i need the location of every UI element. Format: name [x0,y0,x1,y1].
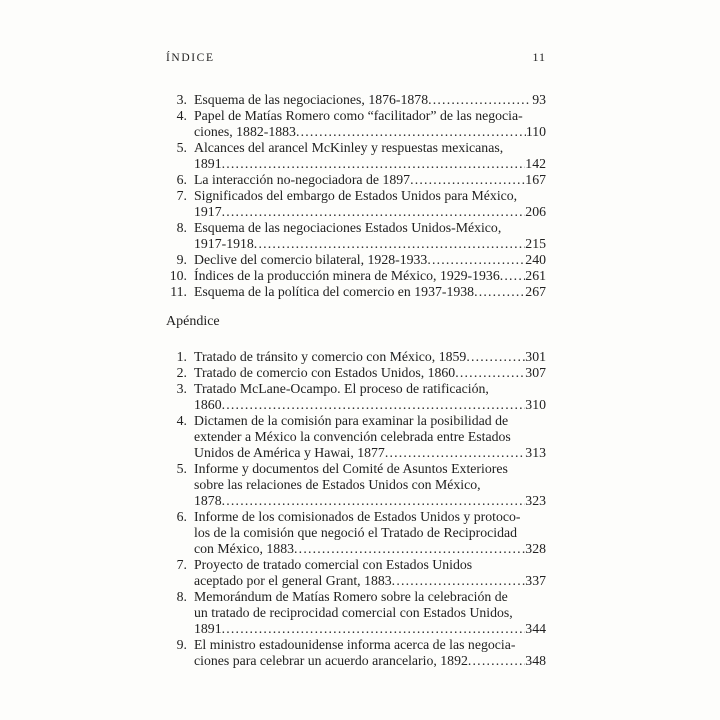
dotted-leader [410,172,525,188]
entry-text [194,92,546,108]
entry-line: Esquema de las negociaciones, 1876-1878 [194,92,429,107]
toc-entry [166,557,546,589]
entry-last-line [194,92,546,108]
dotted-leader [222,621,526,637]
entry-text [194,557,546,589]
toc-entry [166,637,546,669]
entry-last-line [194,493,546,509]
entry-number: 5. [176,140,187,155]
toc-entry [166,461,546,509]
entry-line: Índices de la producción minera de México, 1929-1936 [194,268,500,283]
entry-line: ciones para celebrar un acuerdo arancelario, 1892 [194,653,468,668]
entry-last-line [194,252,546,268]
entry-text [194,365,546,381]
entry-text [194,284,546,300]
entry-number: 6. [176,509,187,524]
appendix-list [166,349,546,669]
entry-page-number: 344 [525,621,546,636]
dotted-leader [428,92,529,108]
dotted-leader [455,365,525,381]
entry-last-line [194,397,546,413]
entry-line: 1917-1918 [194,236,254,251]
toc-entry [166,349,546,365]
entry-page-number: 313 [525,445,546,460]
dotted-leader [466,349,525,365]
entry-line: El ministro estadounidense informa acerca de las negocia- [194,637,516,652]
entry-line: los de la comisión que negoció el Tratado de Reciprocidad [194,525,518,540]
folio-page-number: 11 [532,50,546,64]
dotted-leader [392,573,526,589]
entry-page-number: 142 [525,156,546,171]
toc-entry [166,172,546,188]
toc-entry [166,365,546,381]
entry-line: 1860 [194,397,222,412]
toc-list [166,92,546,300]
dotted-leader [474,284,525,300]
toc-entry [166,413,546,461]
entry-text [194,381,546,413]
entry-page-number: 348 [525,653,546,668]
entry-line: ciones, 1882-1883 [194,124,296,139]
dotted-leader [500,268,526,284]
entry-page-number: 307 [525,365,546,380]
toc-entry [166,140,546,172]
entry-text [194,413,546,461]
entry-text [194,268,546,284]
entry-last-line [194,236,546,252]
entry-line: Proyecto de tratado comercial con Estados Unidos [194,557,473,572]
entry-last-line [194,445,546,461]
entry-text [194,637,546,669]
entry-line: Informe y documentos del Comité de Asuntos Exteriores [194,461,508,476]
entry-line: sobre las relaciones de Estados Unidos con México, [194,477,481,492]
entry-page-number: 215 [525,236,546,251]
entry-page-number: 240 [525,252,546,267]
entry-page-number: 206 [525,204,546,219]
entry-number: 8. [176,589,187,604]
dotted-leader [222,156,526,172]
entry-line: Esquema de las negociaciones Estados Unidos-México, [194,220,502,235]
entry-last-line [194,621,546,637]
entry-number: 9. [176,637,187,652]
dotted-leader [468,653,525,669]
entry-line: Informe de los comisionados de Estados Unidos y protoco- [194,509,521,524]
entry-last-line [194,349,546,365]
entry-line: 1891 [194,621,222,636]
entry-last-line [194,172,546,188]
entry-line: Declive del comercio bilateral, 1928-1933 [194,252,428,267]
entry-page-number: 167 [525,172,546,187]
toc-entry [166,268,546,284]
entry-number: 1. [176,349,187,364]
entry-line: 1917 [194,204,222,219]
entry-last-line [194,268,546,284]
dotted-leader [222,204,526,220]
entry-line: Memorándum de Matías Romero sobre la celebración de [194,589,508,604]
entry-last-line [194,653,546,669]
entry-line: 1878 [194,493,222,508]
entry-line: extender a México la convención celebrada entre Estados [194,429,511,444]
entry-number: 10. [169,268,187,283]
entry-text [194,252,546,268]
entry-number: 7. [176,188,187,203]
entry-page-number: 110 [525,124,546,139]
entry-text [194,140,546,172]
dotted-leader [427,252,525,268]
entry-line: aceptado por el general Grant, 1883 [194,573,392,588]
entry-last-line [194,365,546,381]
entry-number: 6. [176,172,187,187]
entry-line: Dictamen de la comisión para examinar la posibilidad de [194,413,509,428]
toc-entry [166,220,546,252]
toc-entry [166,509,546,557]
dotted-leader [296,124,526,140]
entry-line: un tratado de reciprocidad comercial con Estados Unidos, [194,605,513,620]
entry-text [194,349,546,365]
entry-text [194,220,546,252]
entry-number: 3. [176,381,187,396]
entry-line: La interacción no-negociadora de 1897 [194,172,411,187]
entry-page-number: 93 [528,92,546,107]
toc-entry [166,252,546,268]
entry-last-line [194,284,546,300]
entry-line: Tratado de tránsito y comercio con México, 1859 [194,349,467,364]
entry-text [194,108,546,140]
toc-entry [166,284,546,300]
entry-last-line [194,156,546,172]
toc-entry [166,188,546,220]
entry-number: 4. [176,108,187,123]
entry-line: Alcances del arancel McKinley y respuestas mexicanas, [194,140,504,155]
entry-page-number: 310 [525,397,546,412]
entry-last-line [194,541,546,557]
entry-last-line [194,124,546,140]
entry-text [194,461,546,509]
entry-number: 8. [176,220,187,235]
entry-text [194,589,546,637]
entry-number: 3. [176,92,187,107]
entry-line: Tratado de comercio con Estados Unidos, 1860 [194,365,456,380]
entry-number: 11. [170,284,187,299]
entry-line: Significados del embargo de Estados Unidos para México, [194,188,518,203]
entry-page-number: 301 [525,349,546,364]
entry-text [194,172,546,188]
entry-last-line [194,573,546,589]
entry-page-number: 323 [525,493,546,508]
entry-line: Unidos de América y Hawai, 1877 [194,445,385,460]
dotted-leader [254,236,526,252]
entry-text [194,188,546,220]
entry-line: Papel de Matías Romero como “facilitador” de las negocia- [194,108,523,123]
toc-entry [166,92,546,108]
running-title: ÍNDICE [166,52,215,64]
entry-line: 1891 [194,156,222,171]
toc-entry [166,381,546,413]
dotted-leader [385,445,525,461]
entry-number: 7. [176,557,187,572]
toc-entry [166,108,546,140]
dotted-leader [294,541,525,557]
entry-page-number: 267 [525,284,546,299]
entry-page-number: 337 [525,573,546,588]
entry-number: 5. [176,461,187,476]
entry-number: 4. [176,413,187,428]
toc-entry [166,589,546,637]
entry-line: Esquema de la política del comercio en 1937-1938 [194,284,475,299]
entry-line: Tratado McLane-Ocampo. El proceso de ratificación, [194,381,489,396]
entry-number: 2. [176,365,187,380]
entry-line: con México, 1883 [194,541,295,556]
appendix-heading: Apéndice [166,314,220,329]
dotted-leader [222,493,526,509]
entry-text [194,509,546,557]
page-header [166,50,546,65]
dotted-leader [222,397,526,413]
entry-page-number: 328 [525,541,546,556]
entry-number: 9. [176,252,187,267]
entry-page-number: 261 [525,268,546,283]
entry-last-line [194,204,546,220]
